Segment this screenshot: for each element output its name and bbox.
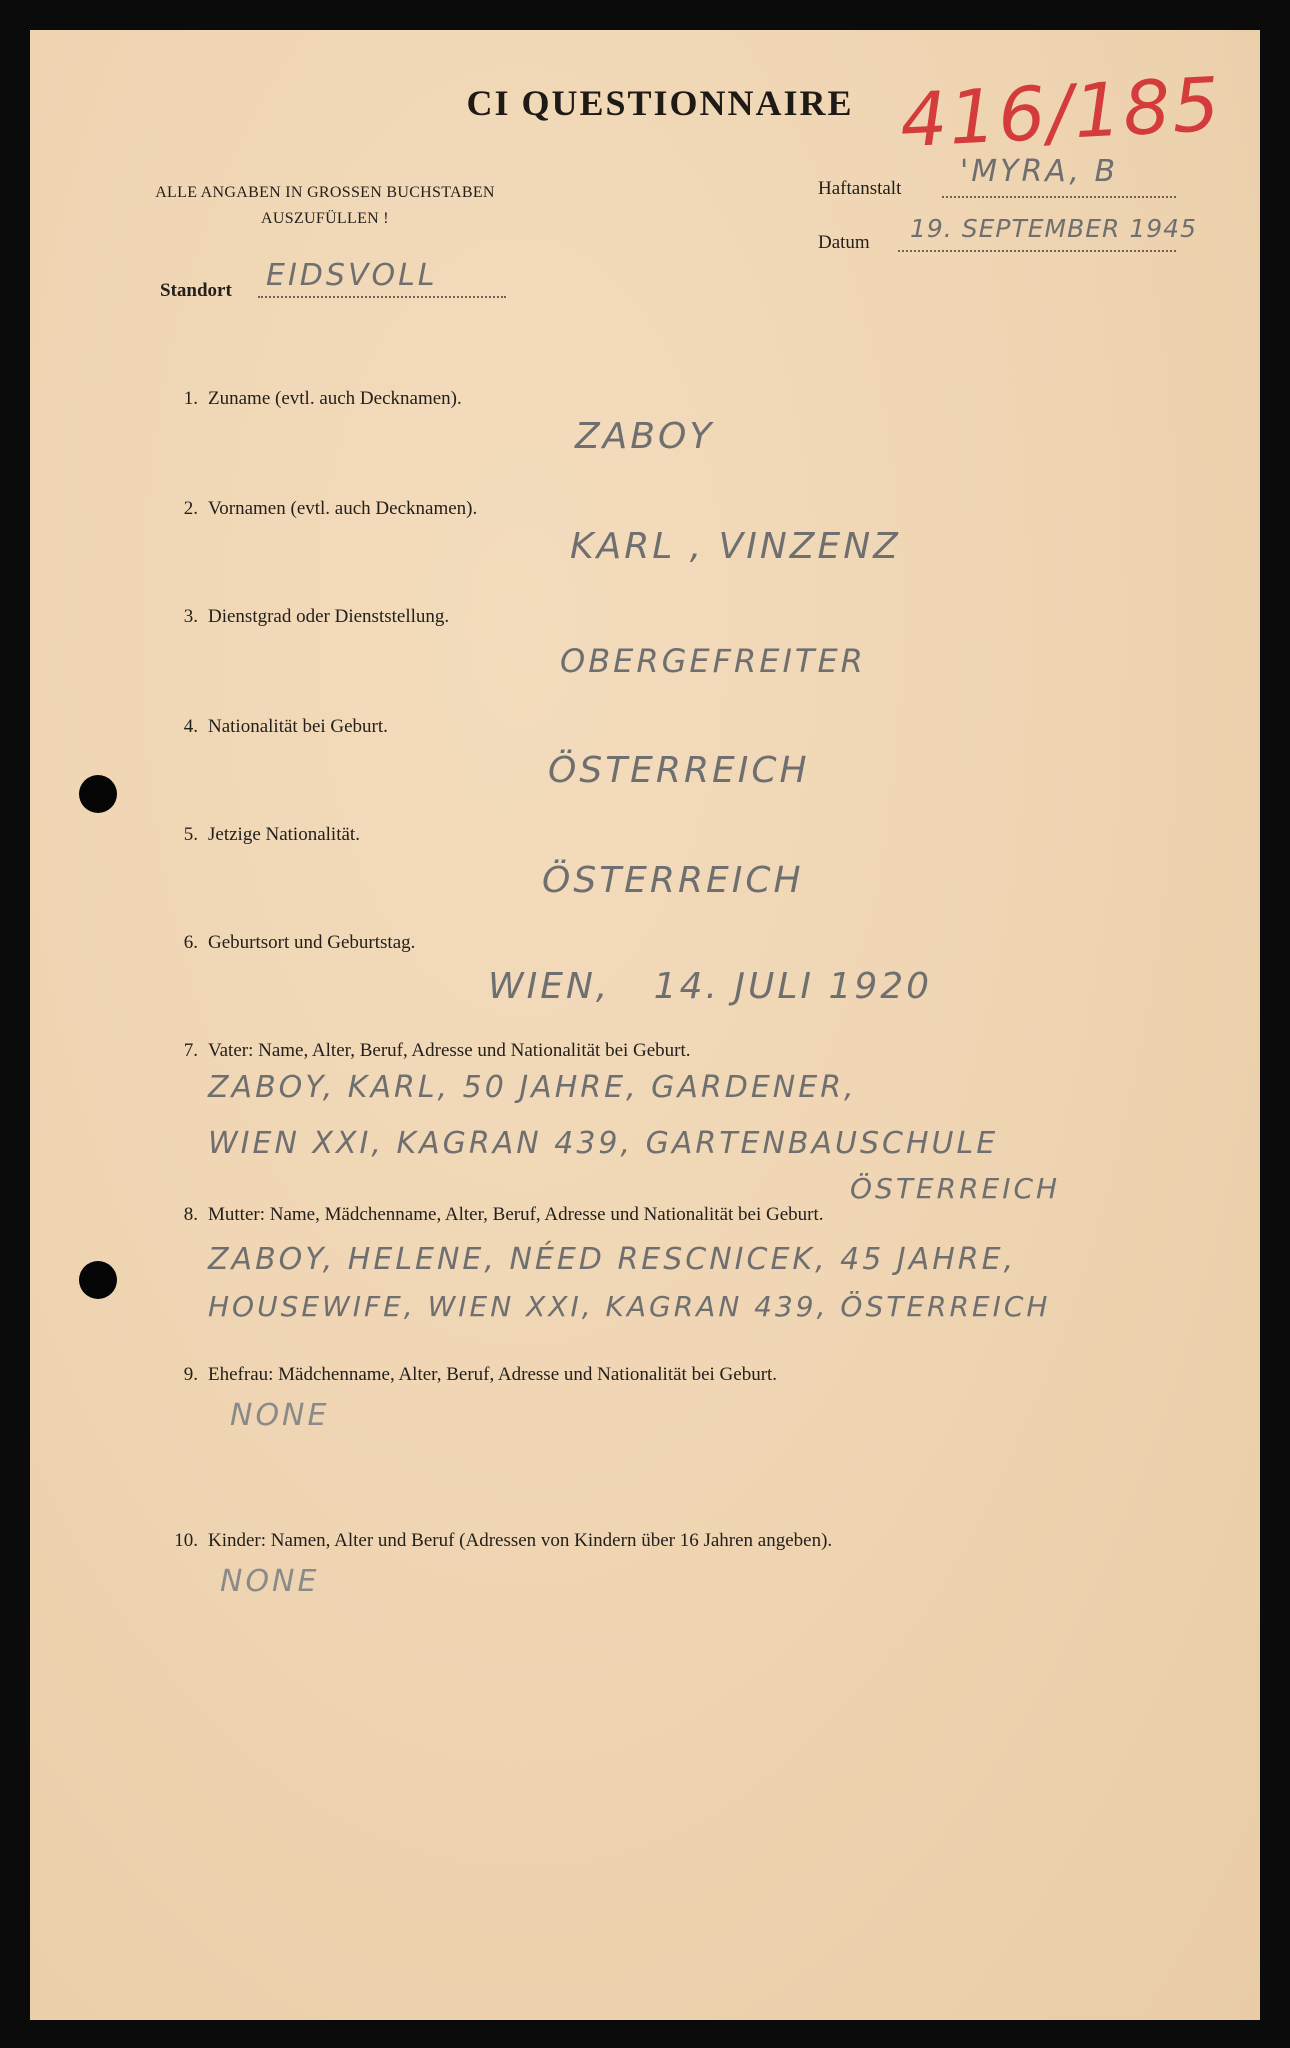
question-label: Vater: Name, Alter, Beruf, Adresse und Nationalität bei Geburt. xyxy=(208,1040,691,1061)
haftanstalt-label: Haftanstalt xyxy=(818,178,902,199)
question-number: 4. xyxy=(183,716,198,737)
standort-value: EIDSVOLL xyxy=(266,258,438,293)
answer-4: ÖSTERREICH xyxy=(548,750,810,791)
question-label: Kinder: Namen, Alter und Beruf (Adressen von Kindern über 16 Jahren angeben). xyxy=(208,1530,833,1551)
standort-label: Standort xyxy=(160,280,232,301)
answer-7-line-1: ZABOY, KARL, 50 JAHRE, GARDENER, xyxy=(208,1070,857,1105)
question-number: 2. xyxy=(183,498,198,519)
punch-hole-upper xyxy=(79,775,117,813)
page-title: CI QUESTIONNAIRE xyxy=(466,83,854,123)
haftanstalt-value: 'MYRA, B xyxy=(960,154,1119,189)
red-file-number: 416/185 xyxy=(897,61,1224,165)
answer-5: ÖSTERREICH xyxy=(542,860,804,901)
answer-6: WIEN, 14. JULI 1920 xyxy=(488,966,933,1007)
answer-8-line-1: ZABOY, HELENE, NÉED RESCNICEK, 45 JAHRE, xyxy=(208,1242,1017,1277)
datum-value: 19. SEPTEMBER 1945 xyxy=(910,214,1197,243)
answer-8-line-2: HOUSEWIFE, WIEN XXI, KAGRAN 439, ÖSTERREICH xyxy=(208,1290,1051,1323)
question-4 xyxy=(160,716,388,738)
instruction-line-1: ALLE ANGABEN IN GROSSEN BUCHSTABEN xyxy=(155,184,495,201)
question-8 xyxy=(160,1204,824,1226)
answer-9: NONE xyxy=(230,1398,330,1433)
question-label: Zuname (evtl. auch Decknamen). xyxy=(208,388,462,409)
haftanstalt-line xyxy=(942,196,1176,198)
answer-3: OBERGEFREITER xyxy=(560,642,866,680)
instruction-line-2: AUSZUFÜLLEN ! xyxy=(261,210,389,227)
answer-7-line-2: WIEN XXI, KAGRAN 439, GARTENBAUSCHULE xyxy=(208,1126,999,1161)
question-label: Nationalität bei Geburt. xyxy=(208,716,388,737)
question-number: 3. xyxy=(183,606,198,627)
question-10 xyxy=(160,1530,832,1552)
question-7 xyxy=(160,1040,691,1062)
question-2 xyxy=(160,498,477,520)
question-number: 1. xyxy=(183,388,198,409)
question-number: 5. xyxy=(183,824,198,845)
answer-10: NONE xyxy=(220,1564,320,1599)
question-number: 9. xyxy=(183,1364,198,1385)
question-1 xyxy=(160,388,462,410)
question-number: 7. xyxy=(183,1040,198,1061)
question-label: Dienstgrad oder Dienststellung. xyxy=(208,606,450,627)
question-label: Ehefrau: Mädchenname, Alter, Beruf, Adresse und Nationalität bei Geburt. xyxy=(208,1364,778,1385)
questionnaire-page xyxy=(30,30,1260,2020)
instruction-text xyxy=(150,180,500,232)
datum-line xyxy=(898,250,1176,252)
punch-hole-lower xyxy=(79,1261,117,1299)
standort-line xyxy=(258,296,506,298)
datum-label: Datum xyxy=(818,232,870,253)
question-label: Geburtsort und Geburtstag. xyxy=(208,932,416,953)
question-6 xyxy=(160,932,415,954)
answer-1: ZABOY xyxy=(575,416,715,457)
question-label: Mutter: Name, Mädchenname, Alter, Beruf, Adresse und Nationalität bei Geburt. xyxy=(208,1204,824,1225)
question-5 xyxy=(160,824,360,846)
answer-7-line-3: ÖSTERREICH xyxy=(850,1172,1061,1205)
question-number: 8. xyxy=(183,1204,198,1225)
question-number: 6. xyxy=(183,932,198,953)
question-label: Vornamen (evtl. auch Decknamen). xyxy=(208,498,478,519)
question-3 xyxy=(160,606,449,628)
answer-2: KARL , VINZENZ xyxy=(570,526,901,567)
question-label: Jetzige Nationalität. xyxy=(208,824,360,845)
question-9 xyxy=(160,1364,777,1386)
question-number: 10. xyxy=(174,1530,198,1551)
